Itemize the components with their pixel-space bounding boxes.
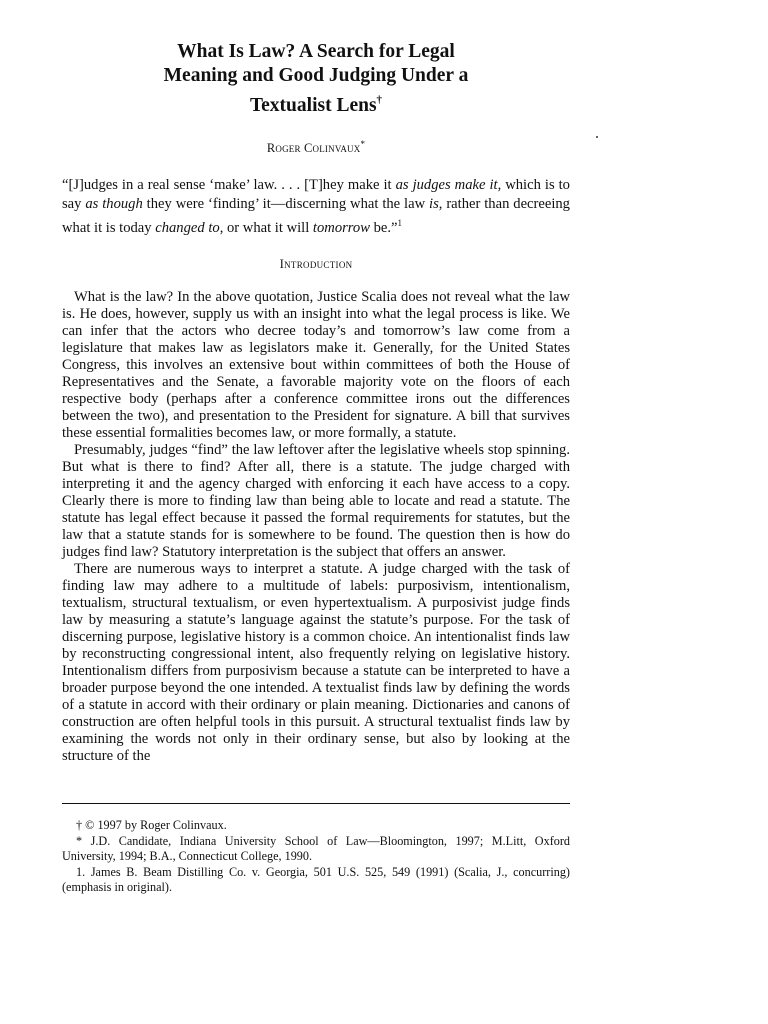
epigraph-italic-5: tomorrow (312, 220, 370, 237)
footnote-item: * J.D. Candidate, Indiana University School of Law—Bloomington, 1997; M.Litt, Oxford University, 1994; B.A., Connecticut College, 1990. (62, 833, 570, 863)
footnote-item: † © 1997 by Roger Colinvaux. (76, 818, 227, 832)
title-line-1: What Is Law? A Search for Legal (177, 41, 455, 62)
epigraph-footnote-mark: 1 (397, 218, 403, 229)
footnote-divider (62, 803, 570, 804)
epigraph-italic-4: changed to (155, 220, 220, 237)
article-title (62, 40, 570, 118)
footnote-item: 1. James B. Beam Distilling Co. v. Georgia, 501 U.S. 525, 549 (1991) (Scalia, J., concurring) (emphasis in original). (62, 864, 570, 894)
title-line-2: Meaning and Good Judging Under a (163, 65, 469, 86)
epigraph-italic-3: is (429, 196, 439, 213)
epigraph-text-6: be.” (369, 220, 398, 237)
title-dagger-mark: † (376, 94, 383, 106)
epigraph-italic-1: as judges make it (395, 177, 498, 194)
scan-speck (596, 136, 598, 138)
epigraph-text-2: , which is to say (62, 177, 570, 213)
body-paragraph: There are numerous ways to interpret a statute. A judge charged with the task of finding law may adhere to a multitude of labels: purposivism, intentionalism, textualism, structural textualism, or even hypertextualism. A purposivist judge finds law by measuring a statute’s language against the statute’s purpose. For the task of discerning purpose, legislative history is a common choice. An intentionalist finds law by reconstructing congressional intent, also frequently relying on legislative history. Intentionalism differs from purposivism because a statute can be interpreted to have a broader purpose beyond the one intended. A textualist finds law by defining the words of a statute in accord with their ordinary or plain meaning. Dictionaries and canons of construction are often helpful tools in this pursuit. A structural textualist finds law by examining the words not only in their ordinary sense, but also by looking at the structure of the (62, 561, 570, 765)
title-line-3-text: Textualist Lens (249, 95, 377, 116)
body-paragraph: Presumably, judges “find” the law leftover after the legislative wheels stop spinning. But what is there to find? After all, there is a statute. The judge charged with interpreting it and the agency charged with enforcing it each have access to a copy. Clearly there is more to finding law than being able to locate and read a statute. The statute has legal effect because it passed the formal requirements for statutes, but the law that a statute stands for is somewhere to be found. The question then is how do judges find law? Statutory interpretation is the subject that offers an answer. (62, 442, 570, 561)
epigraph-text-3: they were ‘finding’ it—discerning what the law (142, 196, 430, 213)
epigraph-text-5: , or what it will (219, 220, 313, 237)
article-page (62, 0, 570, 765)
body-paragraph: What is the law? In the above quotation, Justice Scalia does not reveal what the law is. He does, however, supply us with an insight into what the legal process is like. We can infer that the actors who decree today’s and tomorrow’s law come from a legislature that makes law as legislators make it. Generally, for the United States Congress, this involves an extensive bout within committees of both the House of Representatives and the Senate, a favorable majority vote on the floors of each respective body (perhaps after a conference committee irons out the differences between the two), and presentation to the President for signature. A bill that survives these essential formalities becomes law, or more formally, a statute. (62, 289, 570, 442)
author-name: Roger Colinvaux (266, 141, 361, 156)
epigraph-italic-2: as though (85, 196, 143, 213)
epigraph-text-4: , rather than decreeing what it is today (62, 196, 570, 237)
epigraph-text-1: “[J]udges in a real sense ‘make’ law. . . . [T]hey make it (62, 177, 396, 194)
author-byline (62, 139, 570, 156)
author-footnote-mark: * (360, 139, 366, 149)
footnotes (62, 818, 570, 896)
title-line-3 (62, 88, 570, 118)
section-heading: Introduction (279, 257, 353, 272)
epigraph-quote (62, 176, 570, 238)
body-text (62, 289, 570, 765)
